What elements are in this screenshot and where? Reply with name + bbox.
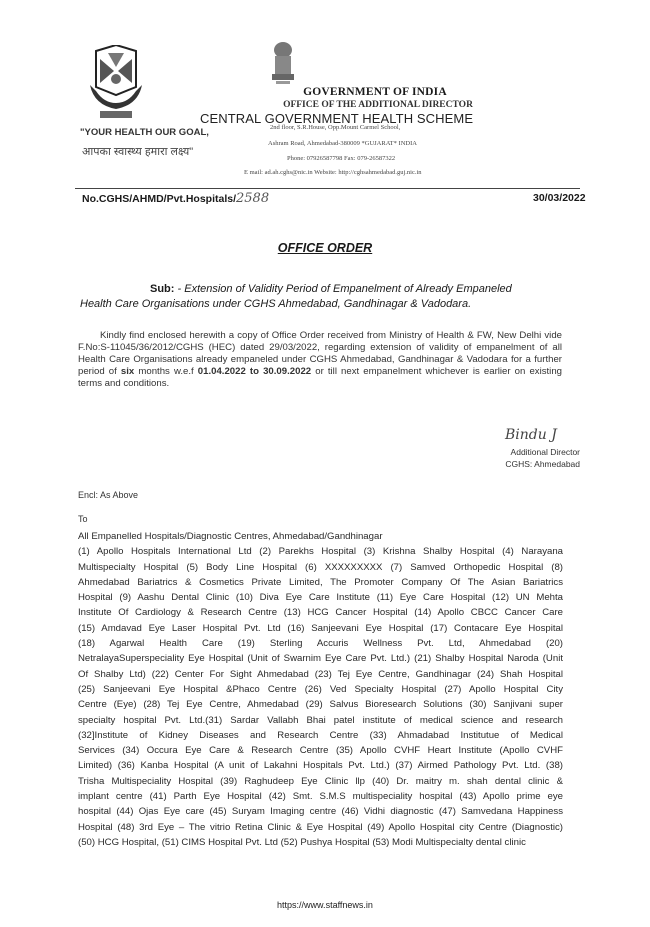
- recipient-line: (18) Agarwal Health Care (19) Sterling Accuris Wellness Pvt. Ltd, Ahmedabad (20): [78, 638, 563, 650]
- body-text: or till next empanelment whichever is earlier on existing terms and conditions.: [78, 366, 562, 389]
- recipient-line: Multispecialty Hospital (5) Body Line Hospital (6) XXXXXXXXX (7) Samved Orthopedic Hospital (8): [78, 561, 563, 573]
- enclosure: Encl: As Above: [78, 490, 139, 500]
- office: CGHS: Ahmedabad: [505, 459, 580, 469]
- recipient-line: specialty hospital Pvt. Ltd.(31) Sardar Vallabh Bhai patel institute of medical science and research: [78, 714, 563, 726]
- org-line-3: CENTRAL GOVERNMENT HEALTH SCHEME: [200, 111, 474, 126]
- subject: [80, 282, 540, 312]
- recipient-line: implant centre (41) Parth Eye Hospital (42) Smt. S.M.S multispeciality hospital (43) Apollo prime eye: [78, 791, 563, 803]
- org-line-1: GOVERNMENT OF INDIA: [303, 86, 447, 98]
- address-line-2: Ashram Road, Ahmedabad-380009 *GUJARAT* INDIA: [268, 140, 417, 147]
- subject-text: - Extension of Validity Period of Empanelment of Already Empaneled Health Care Organisations under CGHS Ahmedabad, Gandhinagar & Vadodara.: [80, 283, 512, 310]
- body-text: Kindly find enclosed herewith a copy of Office Order received from Ministry of Health & FW, New Delhi vide F.No:S-11045/36/2012/CGHS (HEC) dated 29/03/2022, regarding extension of validity of empanelment of all Health Care Organisations already empaneled under CGHS Ahmedabad, Gandhinagar & Vadodara for a further period of: [78, 330, 562, 377]
- recipient-line: (1) Apollo Hospitals International Ltd (2) Parekhs Hospital (3) Krishna Shalby Hospital (4) Narayana: [78, 546, 563, 558]
- validity-period: 01.04.2022 to 30.09.2022: [197, 366, 312, 377]
- recipient-line: Hospital (48) 3rd Eye – The vitrio Retina Clinic & Eye Hospital (49) Apollo Hospital city Centre (Diagnostic): [78, 821, 563, 833]
- national-emblem: [268, 40, 298, 86]
- recipient-list: [78, 529, 563, 850]
- body-bold: six: [120, 366, 135, 377]
- recipient-line: (50) HCG Hospital, (51) CIMS Hospital Pvt. Ltd (52) Pushya Hospital (53) Modi Multispecialty dental clinic: [78, 836, 526, 848]
- recipient-line: (15) Amdavad Eye Laser Hospital Pvt. Ltd (16) Sanjeevani Eye Hospital (17) Contacare Eye Hospital: [78, 622, 563, 634]
- signature: Bindu J: [505, 427, 557, 443]
- recipient-line: Trisha Multispeciality Hospital (39) Raghudeep Eye Clinic llp (40) Dr. maitry m. shah dental clinic &: [78, 775, 563, 787]
- recipient-line: (25) Sanjeevani Eye Hospital &Phaco Centre (26) Ved Specialty Hospital (27) Apollo Hospital City: [78, 683, 563, 695]
- recipient-line: Services (34) Occura Eye Care & Research Centre (35) Apollo CVHF Heart Institute (Apollo CVHF: [78, 745, 563, 757]
- address-line-1: 2nd floor, S.R.House, Opp.Mount Carmel School,: [270, 124, 401, 131]
- recipient-line: hospital (44) Ojas Eye care (45) Suryam Imaging centre (46) Vidhi diagnostic (47) Samvedana Happiness: [78, 806, 563, 818]
- header-divider: [75, 188, 580, 189]
- to-label: To: [78, 514, 88, 524]
- reference-number: [82, 191, 269, 206]
- document-title: OFFICE ORDER: [277, 241, 373, 255]
- signatory-block: [470, 446, 580, 470]
- tagline-hindi: आपका स्वास्थ्य हमारा लक्ष्य": [82, 146, 194, 158]
- designation: Additional Director: [510, 447, 580, 457]
- subject-label: Sub:: [150, 283, 175, 295]
- recipient-line: (32]Institute of Kidney Diseases and Research Centre (33) Ahmadabad Institutue of Medical: [78, 729, 563, 741]
- email-website: E mail: ad.ah.cghs@nic.in Website: http://cghsahmedabad.guj.nic.in: [244, 169, 422, 176]
- recipient-line: Of Shalby Ltd) (22) Center For Sight Ahmedabad (23) Tej Eye Centre, Gandhinagar (24) Shah Hospital: [78, 668, 563, 680]
- footer-url: https://www.staffnews.in: [277, 900, 373, 910]
- recipient-line: Institute Of Cardiology & Research Centre (13) HCG Cancer Hospital (14) Apollo CBCC Cancer Care: [78, 607, 563, 619]
- cghs-logo: [88, 45, 144, 121]
- recipient-line: All Empanelled Hospitals/Diagnostic Centres, Ahmedabad/Gandhinagar: [78, 531, 383, 542]
- recipient-line: NetralayaSuperspeciality Eye Hospital (Unit of Swarnim Eye Care Pvt. Ltd.) (21) Shalby Hospital Naroda (Unit: [78, 653, 563, 665]
- recipient-line: Hospital (9) Aashu Dental Clinic (10) Diva Eye Care Institute (11) Eye Care Hospital (12) UN Mehta: [78, 592, 563, 604]
- handwritten-number: 2588: [236, 191, 270, 206]
- reference-prefix: No.CGHS/AHMD/Pvt.Hospitals/: [82, 193, 237, 205]
- recipient-line: Centre (Eye) (28) Tej Eye Centre, Ahmedabad (29) Salvus Bioresearch Solutions (30) Sanjivani super: [78, 699, 563, 711]
- tagline-english: "YOUR HEALTH OUR GOAL,: [80, 127, 209, 138]
- org-line-2: OFFICE OF THE ADDITIONAL DIRECTOR: [283, 100, 473, 110]
- recipient-line: Limited) (36) Kanba Hospital (A unit of Lakahni Hospitals Pvt. Ltd.) (37) Airmed Pathology Pvt. Ltd. (38): [78, 760, 563, 772]
- phone-fax: Phone: 07926587798 Fax: 079-26587322: [287, 155, 396, 162]
- recipient-line: Ahmedabad Bariatrics & Cosmetics Private Limited, The Promoter Company Of The Asian Bariatrics: [78, 576, 563, 588]
- order-date: 30/03/2022: [533, 192, 586, 204]
- body-paragraph: [78, 330, 562, 390]
- body-text: months w.e.f: [134, 366, 198, 377]
